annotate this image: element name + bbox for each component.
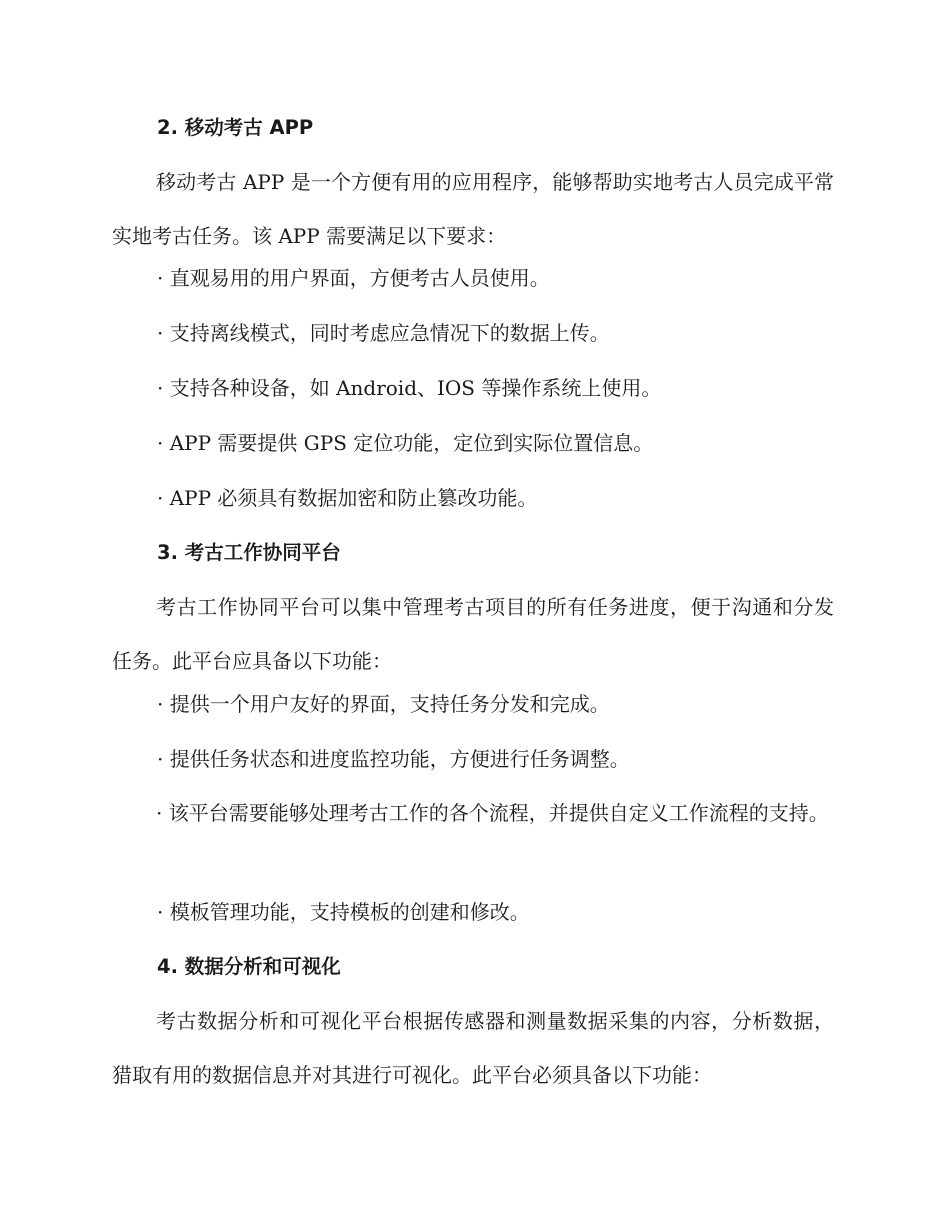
bullet-item: · 支持离线模式，同时考虑应急情况下的数据上传。 — [157, 321, 610, 345]
section-heading: 4. 数据分析和可视化 — [157, 955, 341, 978]
section-intro-paragraph: 移动考古 APP 是一个方便有用的应用程序，能够帮助实地考古人员完成平常实地考古任务。该 APP 需要满足以下要求： — [112, 170, 834, 248]
bullet-item: · APP 需要提供 GPS 定位功能，定位到实际位置信息。 — [157, 431, 654, 455]
bullet-item-wrapped: · 该平台需要能够处理考古工作的各个流程，并提供自定义工作流程的支持。 — [156, 801, 829, 825]
bullet-item: · 提供任务状态和进度监控功能，方便进行任务调整。 — [157, 747, 630, 771]
bullet-item: · APP 必须具有数据加密和防止篡改功能。 — [157, 486, 538, 510]
bullet-item: · 提供一个用户友好的界面，支持任务分发和完成。 — [157, 692, 610, 716]
section-intro-paragraph: 考古数据分析和可视化平台根据传感器和测量数据采集的内容，分析数据，猎取有用的数据信息并对其进行可视化。此平台必须具备以下功能： — [112, 1009, 834, 1087]
bullet-item: · 支持各种设备，如 Android、IOS 等操作系统上使用。 — [157, 376, 662, 400]
section-heading: 2. 移动考古 APP — [157, 116, 314, 139]
bullet-item: · 直观易用的用户界面，方便考古人员使用。 — [157, 266, 550, 290]
section-intro-paragraph: 考古工作协同平台可以集中管理考古项目的所有任务进度，便于沟通和分发任务。此平台应具备以下功能： — [112, 595, 834, 673]
bullet-item: · 模板管理功能，支持模板的创建和修改。 — [157, 900, 530, 924]
section-heading: 3. 考古工作协同平台 — [157, 541, 341, 564]
